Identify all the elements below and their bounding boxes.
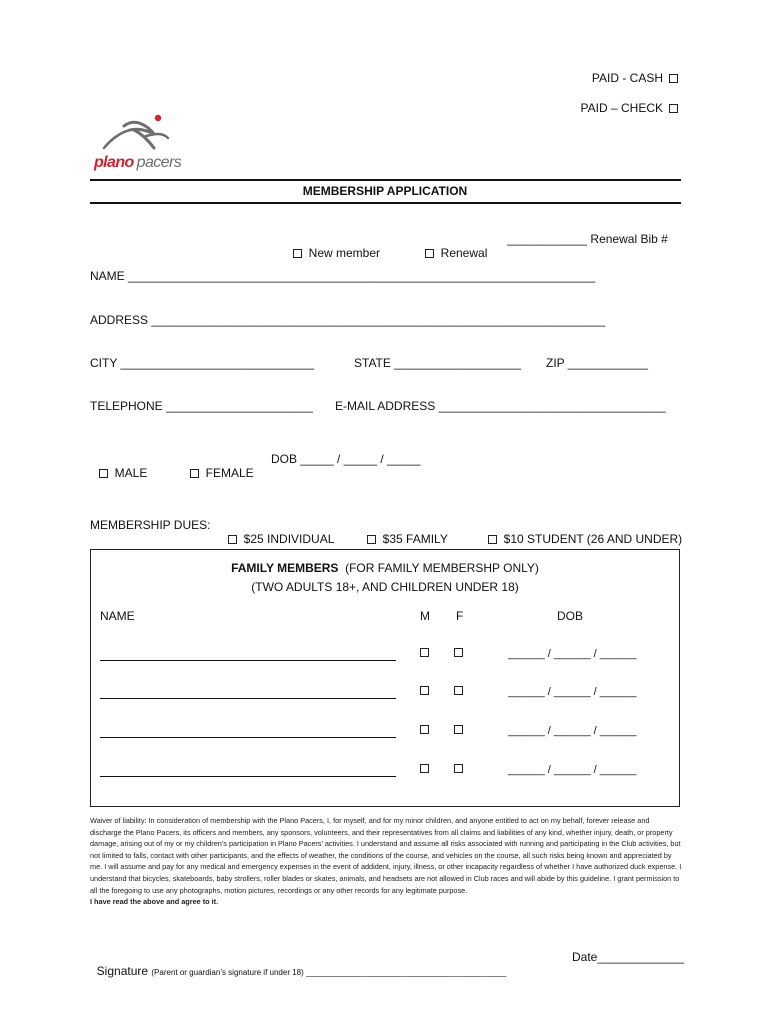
state-field[interactable]: STATE ___________________ xyxy=(354,356,522,370)
email-field[interactable]: E-MAIL ADDRESS __________________________________ xyxy=(335,399,666,413)
waiver-text-block xyxy=(90,815,682,908)
male-label: MALE xyxy=(114,466,148,480)
new-member-checkbox[interactable] xyxy=(293,249,302,258)
family-dob-field[interactable]: ______ / ______ / ______ xyxy=(508,648,637,660)
family-f-checkbox[interactable] xyxy=(454,686,463,695)
new-member-label: New member xyxy=(308,246,381,260)
family-heading xyxy=(0,561,770,575)
form-title: MEMBERSHIP APPLICATION xyxy=(302,184,468,198)
dues-family-checkbox[interactable] xyxy=(367,535,376,544)
paid-check-option xyxy=(574,87,678,115)
dues-student-checkbox[interactable] xyxy=(488,535,497,544)
family-heading-bold: FAMILY MEMBERS xyxy=(231,561,339,575)
logo-word-plano: plano xyxy=(94,154,134,171)
dues-family-option[interactable] xyxy=(360,518,448,546)
female-option[interactable] xyxy=(183,452,254,480)
male-option[interactable] xyxy=(92,452,147,480)
paid-check-label: PAID – CHECK xyxy=(580,101,663,115)
waiver-agreement: I have read the above and agree to it. xyxy=(90,897,219,907)
renewal-checkbox[interactable] xyxy=(425,249,434,258)
date-field[interactable]: Date_____________ xyxy=(572,950,685,964)
family-dob-field[interactable]: ______ / ______ / ______ xyxy=(508,686,637,698)
title-rule-bottom xyxy=(90,202,681,204)
family-name-line[interactable] xyxy=(100,698,396,699)
name-field[interactable]: NAME ______________________________________________________________________ xyxy=(90,269,596,283)
signature-line[interactable] xyxy=(90,950,506,978)
signature-note: (Parent or guardian’s signature if under 18) _____________________________________________ xyxy=(151,968,507,977)
logo-word-pacers: pacers xyxy=(136,154,182,171)
dues-individual-label: $25 INDIVIDUAL xyxy=(243,532,335,546)
runner-icon xyxy=(94,108,194,156)
paid-cash-checkbox[interactable] xyxy=(669,74,678,83)
address-field[interactable]: ADDRESS ____________________________________________________________________ xyxy=(90,313,606,327)
zip-field[interactable]: ZIP ____________ xyxy=(546,356,648,370)
dues-label: MEMBERSHIP DUES: xyxy=(90,518,211,532)
family-col-dob: DOB xyxy=(557,609,584,623)
city-field[interactable]: CITY _____________________________ xyxy=(90,356,314,370)
new-member-option[interactable] xyxy=(286,232,380,260)
renewal-option[interactable] xyxy=(418,232,487,260)
family-col-f: F xyxy=(456,609,464,623)
dues-individual-checkbox[interactable] xyxy=(228,535,237,544)
female-checkbox[interactable] xyxy=(190,469,199,478)
family-m-checkbox[interactable] xyxy=(420,686,429,695)
family-name-line[interactable] xyxy=(100,776,396,777)
paid-cash-label: PAID - CASH xyxy=(591,71,663,85)
paid-cash-option xyxy=(585,57,678,85)
family-col-m: M xyxy=(420,609,430,623)
paid-check-checkbox[interactable] xyxy=(669,104,678,113)
family-dob-field[interactable]: ______ / ______ / ______ xyxy=(508,725,637,737)
family-m-checkbox[interactable] xyxy=(420,764,429,773)
signature-label: Signature xyxy=(96,964,149,978)
family-name-line[interactable] xyxy=(100,737,396,738)
family-f-checkbox[interactable] xyxy=(454,648,463,657)
family-dob-field[interactable]: ______ / ______ / ______ xyxy=(508,764,637,776)
dob-field[interactable]: DOB _____ / _____ / _____ xyxy=(271,452,421,466)
family-f-checkbox[interactable] xyxy=(454,764,463,773)
dues-family-label: $35 FAMILY xyxy=(382,532,448,546)
family-m-checkbox[interactable] xyxy=(420,648,429,657)
female-label: FEMALE xyxy=(205,466,254,480)
family-name-line[interactable] xyxy=(100,660,396,661)
family-f-checkbox[interactable] xyxy=(454,725,463,734)
title-rule-top xyxy=(90,179,681,181)
family-col-name: NAME xyxy=(100,609,135,623)
waiver-text: Waiver of liability: In consideration of membership with the Plano Pacers, I, for myself, and for my minor children, and anyone entitled to act on my behalf, forever release and discharge the Plano Pacers, its officers and members, any sponsors, volunteers, and their representatives from all claims and liabilities of any kind, whether injury, death, or property damage, arising out of my or my children’s participation in Plano Pacers’ activities. I understand and assume all risks associated with running and participating in the Club activities, but not limited to falls, contact with other participants, and the effects of weather, the conditions of the course, and vehicles on the course, all such risks being known and appreciated by me. I will assume and pay for any medical and emergency expenses in the event of addident, injury, illness, or other incapacity regardless of whether I have authorized duck expense. I understand that bicycles, skateboards, baby strollers, roller blades or skates, animals, and headsets are not allowed in Club races and will abide by this guideline. I grant permission to all the foregoing to use any photographs, motion pictures, recordings or any other records for any legitimate purpose. xyxy=(90,816,682,895)
family-subheading: (TWO ADULTS 18+, AND CHILDREN UNDER 18) xyxy=(251,580,519,594)
dues-student-option[interactable] xyxy=(481,518,682,546)
plano-pacers-logo xyxy=(94,108,194,178)
telephone-field[interactable]: TELEPHONE ______________________ xyxy=(90,399,313,413)
dues-individual-option[interactable] xyxy=(221,518,334,546)
family-m-checkbox[interactable] xyxy=(420,725,429,734)
family-heading-note: (FOR FAMILY MEMBERSHP ONLY) xyxy=(345,561,539,575)
renewal-bib-field[interactable]: ____________ Renewal Bib # xyxy=(507,232,668,246)
male-checkbox[interactable] xyxy=(99,469,108,478)
dues-student-label: $10 STUDENT (26 AND UNDER) xyxy=(503,532,683,546)
renewal-label: Renewal xyxy=(440,246,488,260)
